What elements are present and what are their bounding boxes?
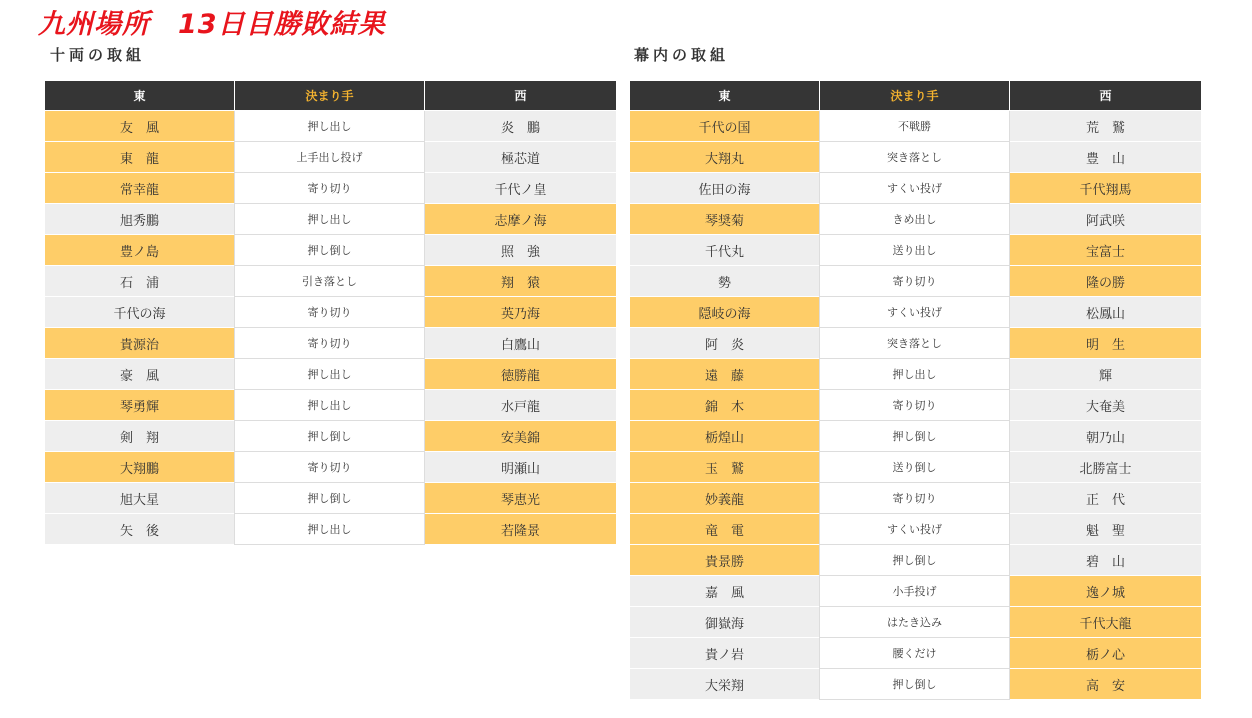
west-wrestler-cell: 宝富士	[1010, 235, 1201, 266]
table-row	[45, 359, 616, 390]
table-row	[630, 607, 1201, 638]
west-column-header: 西	[1010, 81, 1201, 111]
table-row	[45, 266, 616, 297]
west-wrestler-cell: 大奄美	[1010, 390, 1201, 421]
kimarite-cell: 押し出し	[234, 390, 425, 421]
east-wrestler-cell: 千代丸	[630, 235, 819, 266]
east-wrestler-cell: 御嶽海	[630, 607, 819, 638]
kimarite-column-header: 決まり手	[819, 81, 1010, 111]
west-wrestler-cell: 阿武咲	[1010, 204, 1201, 235]
page-title: 九州場所 13日目勝敗結果	[38, 9, 386, 40]
west-wrestler-cell: 極芯道	[425, 142, 616, 173]
east-wrestler-cell: 剣 翔	[45, 421, 234, 452]
east-wrestler-cell: 石 浦	[45, 266, 234, 297]
table-row	[630, 421, 1201, 452]
east-wrestler-cell: 貴源治	[45, 328, 234, 359]
table-row	[630, 483, 1201, 514]
table-row	[630, 576, 1201, 607]
west-wrestler-cell: 北勝富士	[1010, 452, 1201, 483]
table-header-row	[45, 81, 616, 111]
west-wrestler-cell: 英乃海	[425, 297, 616, 328]
kimarite-cell: 腰くだけ	[819, 638, 1010, 669]
kimarite-column-header: 決まり手	[234, 81, 425, 111]
east-wrestler-cell: 嘉 風	[630, 576, 819, 607]
table-row	[630, 390, 1201, 421]
west-wrestler-cell: 高 安	[1010, 669, 1201, 700]
table-row	[45, 390, 616, 421]
kimarite-cell: 押し出し	[234, 111, 425, 142]
west-wrestler-cell: 栃ノ心	[1010, 638, 1201, 669]
east-wrestler-cell: 貴ノ岩	[630, 638, 819, 669]
kimarite-cell: 寄り切り	[234, 173, 425, 204]
kimarite-cell: 突き落とし	[819, 328, 1010, 359]
table-row	[630, 173, 1201, 204]
table-row	[630, 297, 1201, 328]
east-wrestler-cell: 錦 木	[630, 390, 819, 421]
kimarite-cell: すくい投げ	[819, 514, 1010, 545]
east-wrestler-cell: 佐田の海	[630, 173, 819, 204]
kimarite-cell: 寄り切り	[819, 483, 1010, 514]
table-row	[630, 359, 1201, 390]
east-wrestler-cell: 遠 藤	[630, 359, 819, 390]
west-wrestler-cell: 志摩ノ海	[425, 204, 616, 235]
east-wrestler-cell: 旭秀鵬	[45, 204, 234, 235]
west-wrestler-cell: 荒 鷲	[1010, 111, 1201, 142]
kimarite-cell: 押し倒し	[819, 669, 1010, 700]
west-wrestler-cell: 炎 鵬	[425, 111, 616, 142]
east-wrestler-cell: 友 風	[45, 111, 234, 142]
kimarite-cell: きめ出し	[819, 204, 1010, 235]
kimarite-cell: 引き落とし	[234, 266, 425, 297]
west-wrestler-cell: 千代大龍	[1010, 607, 1201, 638]
table-row	[630, 514, 1201, 545]
kimarite-cell: 上手出し投げ	[234, 142, 425, 173]
west-wrestler-cell: 安美錦	[425, 421, 616, 452]
east-wrestler-cell: 旭大星	[45, 483, 234, 514]
table-row	[45, 235, 616, 266]
juryo-section-title: 十両の取組	[50, 46, 146, 64]
table-row	[45, 111, 616, 142]
kimarite-cell: 寄り切り	[819, 390, 1010, 421]
kimarite-cell: 押し出し	[234, 204, 425, 235]
kimarite-cell: 寄り切り	[234, 452, 425, 483]
table-row	[45, 514, 616, 545]
west-wrestler-cell: 琴恵光	[425, 483, 616, 514]
table-row	[630, 452, 1201, 483]
table-row	[45, 297, 616, 328]
kimarite-cell: 寄り切り	[819, 266, 1010, 297]
juryo-bouts-table	[45, 81, 616, 545]
east-wrestler-cell: 阿 炎	[630, 328, 819, 359]
east-wrestler-cell: 常幸龍	[45, 173, 234, 204]
west-wrestler-cell: 千代翔馬	[1010, 173, 1201, 204]
east-wrestler-cell: 隠岐の海	[630, 297, 819, 328]
west-wrestler-cell: 輝	[1010, 359, 1201, 390]
west-wrestler-cell: 白鷹山	[425, 328, 616, 359]
west-wrestler-cell: 逸ノ城	[1010, 576, 1201, 607]
west-wrestler-cell: 翔 猿	[425, 266, 616, 297]
table-row	[630, 204, 1201, 235]
kimarite-cell: 押し倒し	[819, 545, 1010, 576]
kimarite-cell: 送り倒し	[819, 452, 1010, 483]
kimarite-cell: 押し出し	[234, 359, 425, 390]
table-row	[630, 669, 1201, 700]
east-column-header: 東	[45, 81, 234, 111]
west-wrestler-cell: 魁 聖	[1010, 514, 1201, 545]
makuuchi-bouts-table	[630, 81, 1201, 700]
table-row	[45, 142, 616, 173]
east-wrestler-cell: 妙義龍	[630, 483, 819, 514]
west-wrestler-cell: 明瀬山	[425, 452, 616, 483]
kimarite-cell: 押し倒し	[819, 421, 1010, 452]
west-wrestler-cell: 隆の勝	[1010, 266, 1201, 297]
kimarite-cell: 押し出し	[819, 359, 1010, 390]
table-row	[45, 421, 616, 452]
table-row	[630, 328, 1201, 359]
west-wrestler-cell: 碧 山	[1010, 545, 1201, 576]
kimarite-cell: 押し倒し	[234, 421, 425, 452]
east-wrestler-cell: 大翔丸	[630, 142, 819, 173]
kimarite-cell: 押し倒し	[234, 235, 425, 266]
east-wrestler-cell: 千代の国	[630, 111, 819, 142]
west-wrestler-cell: 朝乃山	[1010, 421, 1201, 452]
table-row	[630, 235, 1201, 266]
east-column-header: 東	[630, 81, 819, 111]
table-row	[45, 204, 616, 235]
east-wrestler-cell: 千代の海	[45, 297, 234, 328]
west-wrestler-cell: 松鳳山	[1010, 297, 1201, 328]
east-wrestler-cell: 玉 鷲	[630, 452, 819, 483]
table-row	[630, 142, 1201, 173]
kimarite-cell: 突き落とし	[819, 142, 1010, 173]
table-row	[630, 111, 1201, 142]
east-wrestler-cell: 豊ノ島	[45, 235, 234, 266]
makuuchi-section-title: 幕内の取組	[634, 46, 730, 64]
kimarite-cell: 小手投げ	[819, 576, 1010, 607]
east-wrestler-cell: 琴勇輝	[45, 390, 234, 421]
west-wrestler-cell: 徳勝龍	[425, 359, 616, 390]
kimarite-cell: はたき込み	[819, 607, 1010, 638]
west-wrestler-cell: 水戸龍	[425, 390, 616, 421]
east-wrestler-cell: 東 龍	[45, 142, 234, 173]
table-row	[630, 266, 1201, 297]
east-wrestler-cell: 矢 後	[45, 514, 234, 545]
kimarite-cell: 押し出し	[234, 514, 425, 545]
east-wrestler-cell: 大翔鵬	[45, 452, 234, 483]
table-row	[45, 173, 616, 204]
east-wrestler-cell: 竜 電	[630, 514, 819, 545]
west-column-header: 西	[425, 81, 616, 111]
kimarite-cell: 寄り切り	[234, 297, 425, 328]
east-wrestler-cell: 豪 風	[45, 359, 234, 390]
east-wrestler-cell: 大栄翔	[630, 669, 819, 700]
table-header-row	[630, 81, 1201, 111]
east-wrestler-cell: 琴奨菊	[630, 204, 819, 235]
kimarite-cell: すくい投げ	[819, 297, 1010, 328]
east-wrestler-cell: 勢	[630, 266, 819, 297]
kimarite-cell: 押し倒し	[234, 483, 425, 514]
kimarite-cell: 寄り切り	[234, 328, 425, 359]
table-row	[45, 452, 616, 483]
table-row	[630, 638, 1201, 669]
table-row	[45, 328, 616, 359]
table-row	[630, 545, 1201, 576]
west-wrestler-cell: 照 強	[425, 235, 616, 266]
east-wrestler-cell: 栃煌山	[630, 421, 819, 452]
kimarite-cell: すくい投げ	[819, 173, 1010, 204]
west-wrestler-cell: 若隆景	[425, 514, 616, 545]
west-wrestler-cell: 豊 山	[1010, 142, 1201, 173]
kimarite-cell: 送り出し	[819, 235, 1010, 266]
west-wrestler-cell: 正 代	[1010, 483, 1201, 514]
table-row	[45, 483, 616, 514]
east-wrestler-cell: 貴景勝	[630, 545, 819, 576]
west-wrestler-cell: 明 生	[1010, 328, 1201, 359]
west-wrestler-cell: 千代ノ皇	[425, 173, 616, 204]
kimarite-cell: 不戦勝	[819, 111, 1010, 142]
